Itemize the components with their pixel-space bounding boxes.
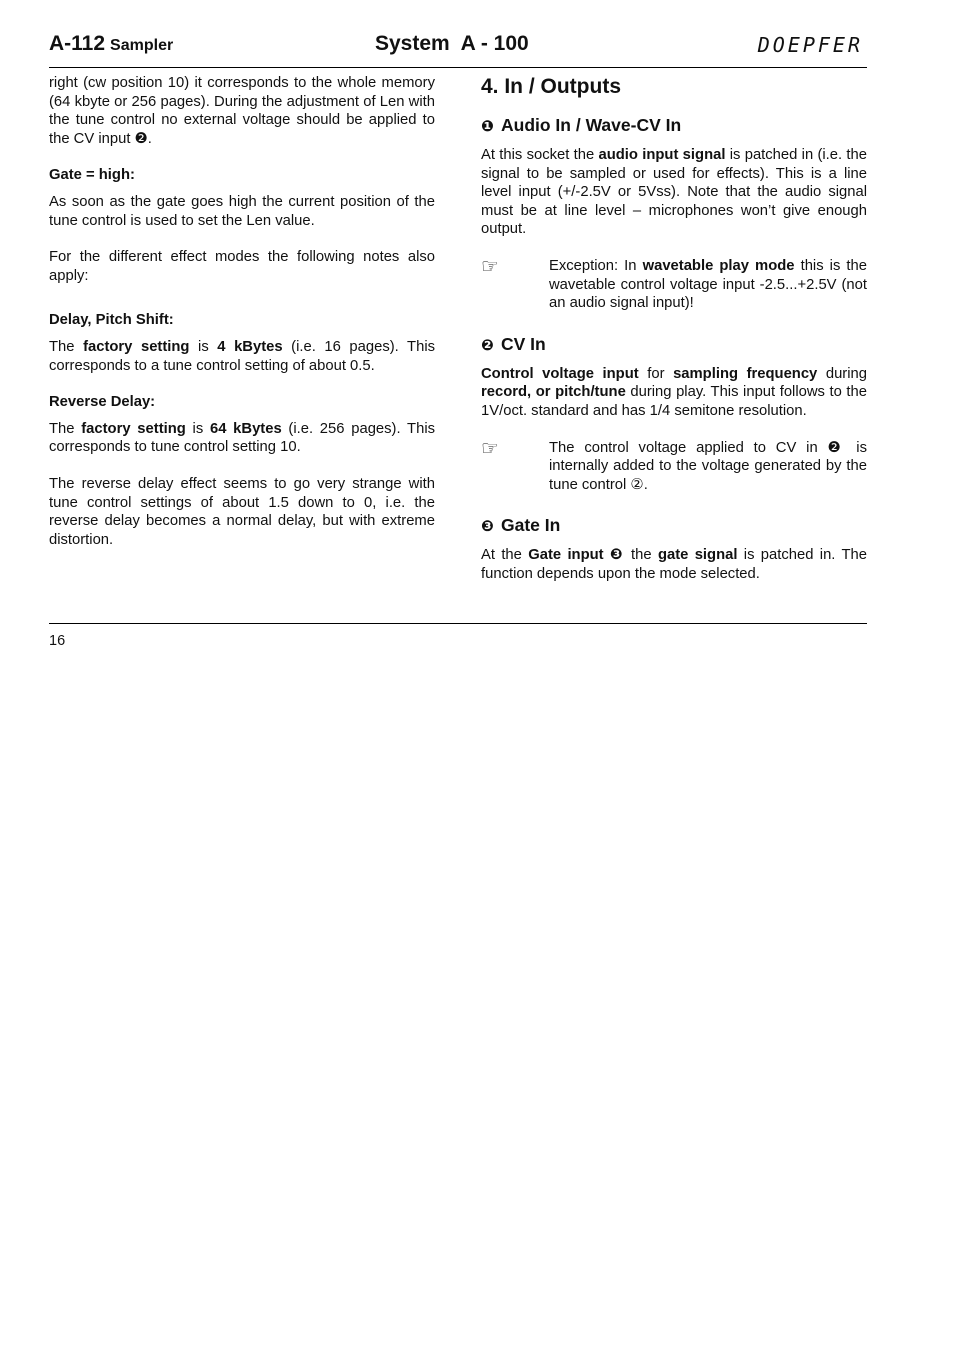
- heading-text: Gate In: [501, 515, 561, 536]
- bold-text: sampling frequency: [673, 365, 818, 382]
- paragraph: [49, 338, 435, 375]
- paragraph: [49, 420, 435, 457]
- bold-text: Control voltage input: [481, 365, 639, 382]
- text-run: is: [185, 420, 210, 437]
- note-text: [549, 257, 867, 313]
- footer-rule: [49, 623, 867, 624]
- bold-text: record, or pitch/tune: [481, 384, 626, 401]
- header-rule: [49, 67, 867, 68]
- text-run: is patched in. The function depends upon the mode selected.: [481, 547, 867, 582]
- brand-logo: DOEPFER: [757, 33, 863, 57]
- bold-text: 64 kBytes: [209, 420, 282, 437]
- bold-text: audio input signal: [598, 147, 726, 163]
- subheading-reverse-delay: Reverse Delay:: [49, 394, 156, 411]
- text-run: is: [189, 338, 218, 355]
- note-block: [481, 435, 867, 495]
- bold-text: Gate input ❸: [528, 547, 625, 564]
- module-title: [49, 32, 173, 56]
- section-title: 4. In / Outputs: [481, 75, 621, 98]
- text-run: right (cw position 10) it corresponds to the whole memory (64 kbyte or 256 pages). During the adjustment of Len with the tune control no external voltage should be applied to the CV input ❷.: [49, 75, 435, 147]
- text-run: At the: [481, 547, 529, 564]
- bold-text: wavetable play mode: [642, 257, 795, 274]
- number-3-icon: ❸: [481, 518, 494, 536]
- text-run: is patched in (i.e. the signal to be sampled or used for effects). This is a line level input (+/-2.5V or 5Vss). Note that the audio signal must be at line level – microphones won’t give enough output.: [481, 147, 867, 238]
- bold-text: factory setting: [83, 338, 190, 355]
- text-run: Exception: In: [549, 257, 643, 274]
- text-run: during: [817, 365, 867, 382]
- bold-text: gate signal: [657, 547, 738, 564]
- module-subtitle: Sampler: [110, 37, 174, 54]
- bold-text: 4 kBytes: [217, 338, 283, 355]
- system-title: System A - 100: [375, 32, 529, 55]
- page-header: [49, 30, 867, 66]
- paragraph: [481, 546, 867, 583]
- text-run: for: [638, 365, 674, 382]
- bold-text: factory setting: [81, 420, 186, 437]
- paragraph: [49, 248, 435, 285]
- number-2-icon: ❷: [481, 336, 494, 354]
- text-run: (i.e. 16 pages). This corresponds to a tune control setting of about 0.5.: [49, 338, 436, 374]
- subheading-delay-pitch-shift: Delay, Pitch Shift:: [49, 312, 174, 329]
- text-run: The reverse delay effect seems to go very strange with tune control settings of about 1.5 down to 0, i.e. the reverse delay becomes a normal delay, but with extreme distortion.: [49, 475, 435, 548]
- text-run: the: [624, 547, 658, 564]
- left-column: [49, 74, 435, 549]
- heading-text: Audio In / Wave-CV In: [501, 115, 682, 135]
- module-model: A-112: [49, 32, 106, 55]
- text-run: during play. This input follows to the 1V/oct. standard and has 1/4 semitone resolution.: [481, 384, 867, 419]
- number-1-icon: ❶: [481, 118, 494, 135]
- text-run: At this socket the: [481, 147, 599, 163]
- paragraph: [49, 74, 435, 148]
- paragraph: [481, 365, 867, 421]
- pointing-hand-icon: ☞: [481, 253, 499, 278]
- heading-cv-in: [481, 333, 867, 357]
- text-run: For the different effect modes the following notes also apply:: [49, 249, 435, 284]
- text-run: (i.e. 256 pages). This corresponds to tune control setting 10.: [49, 420, 435, 456]
- note-text: [549, 439, 867, 495]
- text-run: The: [49, 338, 84, 355]
- paragraph: [49, 193, 435, 230]
- text-run: The: [49, 420, 82, 437]
- paragraph: [481, 146, 867, 239]
- heading-audio-in: [481, 114, 867, 138]
- text-run: As soon as the gate goes high the current position of the tune control is used to set the Len value.: [49, 193, 435, 229]
- paragraph: [49, 475, 435, 549]
- subheading-gate-high: Gate = high:: [49, 167, 135, 184]
- page-number: 16: [49, 633, 66, 649]
- text-run: The control voltage applied to CV in ❷ is internally added to the voltage generated by the tune control ②.: [549, 439, 867, 493]
- heading-gate-in: [481, 514, 867, 538]
- text-run: this is the wavetable control voltage input -2.5...+2.5V (not an audio signal input)!: [549, 257, 867, 312]
- pointing-hand-icon: ☞: [481, 435, 499, 460]
- note-block: [481, 253, 867, 313]
- right-column: [481, 74, 867, 584]
- heading-text: CV In: [501, 333, 546, 354]
